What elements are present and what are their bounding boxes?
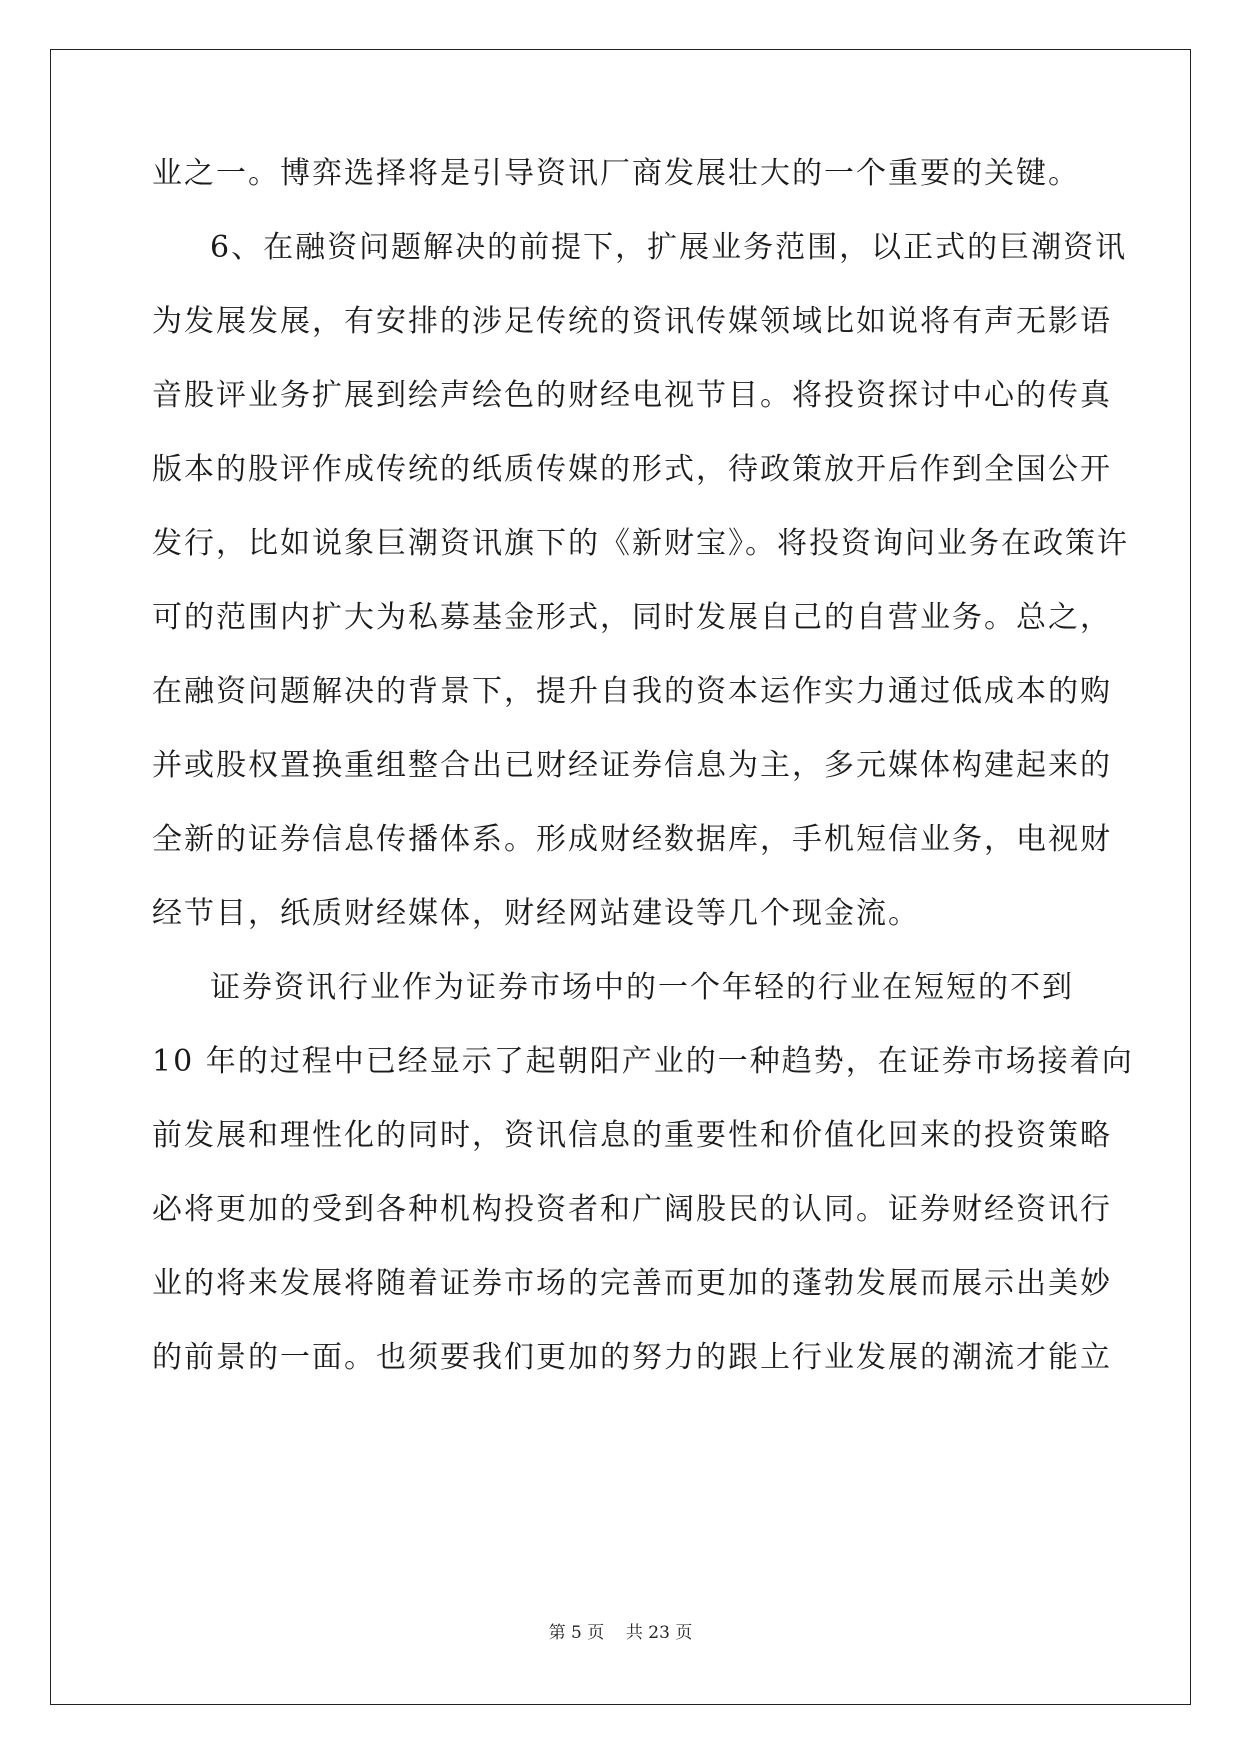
text-line: 证券资讯行业作为证券市场中的一个年轻的行业在短短的不到 bbox=[210, 970, 1074, 1005]
page-footer bbox=[0, 1621, 1241, 1645]
text-line: 业之一。博弈选择将是引导资讯厂商发展壮大的一个重要的关键。 bbox=[152, 156, 1080, 191]
text-line: 业的将来发展将随着证券市场的完善而更加的蓬勃发展而展示出美妙 bbox=[152, 1266, 1112, 1301]
text-line: 全新的证券信息传播体系。形成财经数据库，手机短信业务，电视财 bbox=[152, 822, 1112, 857]
text-line: 并或股权置换重组整合出已财经证券信息为主，多元媒体构建起来的 bbox=[152, 748, 1112, 783]
text-line: 可的范围内扩大为私募基金形式，同时发展自己的自营业务。总之， bbox=[152, 600, 1112, 635]
page-number: 第 5 页 bbox=[548, 1623, 605, 1643]
page-border bbox=[50, 49, 1191, 1705]
text-line: 的前景的一面。也须要我们更加的努力的跟上行业发展的潮流才能立 bbox=[152, 1340, 1112, 1375]
text-line: 必将更加的受到各种机构投资者和广阔股民的认同。证券财经资讯行 bbox=[152, 1192, 1112, 1227]
text-line: 版本的股评作成传统的纸质传媒的形式，待政策放开后作到全国公开 bbox=[152, 452, 1112, 487]
text-line: 在融资问题解决的背景下，提升自我的资本运作实力通过低成本的购 bbox=[152, 674, 1112, 709]
text-line: 为发展发展，有安排的涉足传统的资讯传媒领域比如说将有声无影语 bbox=[152, 304, 1112, 339]
page-total: 共 23 页 bbox=[625, 1623, 693, 1643]
text-line: 6、在融资问题解决的前提下，扩展业务范围，以正式的巨潮资讯 bbox=[210, 230, 1128, 265]
text-line: 发行，比如说象巨潮资讯旗下的《新财宝》。将投资询问业务在政策许 bbox=[152, 526, 1129, 561]
text-line: 前发展和理性化的同时，资讯信息的重要性和价值化回来的投资策略 bbox=[152, 1118, 1112, 1153]
text-line: 经节目，纸质财经媒体，财经网站建设等几个现金流。 bbox=[152, 896, 920, 931]
text-line: 10 年的过程中已经显示了起朝阳产业的一种趋势，在证券市场接着向 bbox=[152, 1044, 1134, 1079]
text-line: 音股评业务扩展到绘声绘色的财经电视节目。将投资探讨中心的传真 bbox=[152, 378, 1112, 413]
